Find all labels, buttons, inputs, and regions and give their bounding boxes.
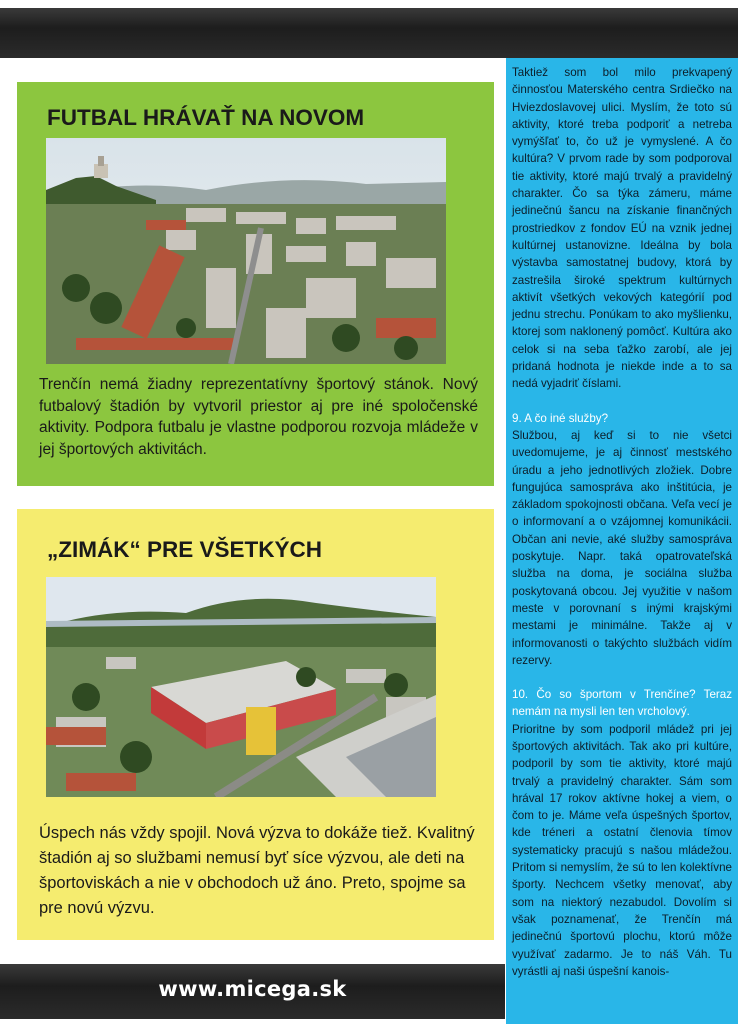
hockey-panel [17,509,494,940]
sidebar-paragraph-sport: Prioritne by som podporil mládež pri jej športových aktivitách. Tak ako pri kultúre, podporil by som tie aktivity, ktoré majú trvalý a pravidelný charakter. Sám som hrával 17 rokov aktívne hokej a viem, o čom to je. Máme veľa úspešných športov, kde tréneri a ostatní členovia tímov systematicky pracujú s našou mládežou. Pritom si nemyslím, že sú to len kolektívne športy. Nechcem všetky menovať, aby som na niektorý nezabudol. Dovolím si však poznamenať, že Trenčín má jedinečnú športovú plochu, ktorú môže využívať zadarmo. Je to náš Váh. Tu vyrástli aj naši úspešní kanois- [512,722,732,978]
football-heading: FUTBAL HRÁVAŤ NA NOVOM [47,105,365,130]
arena-aerial-photo [46,577,436,797]
sidebar-paragraph-culture: Taktiež som bol milo prekvapený činnosťou Materského centra Srdiečko na Hviezdoslavovej ulici. Myslím, že toto sú aktivity, ktoré treba podporiť a netreba vymýšľať to, čo už je vymyslené. A čo kultúra? V prvom rade by som podporoval tie aktivity, ktoré majú trvalý a pravidelný charakter. Čo sa týka zámeru, máme jedinečnú šancu na získanie finančných prostriedkov z fondov EÚ na vznik jednej kultúrnej ustanovizne. Ideálna by bola výstavba samostatnej budovy, ktorá by zastrešila široké spektrum kultúrnych aktivít všetkých vekových kategórií pod jednu strechu. Ponúkam to ako myšlienku, ktorej som naklonený pomôcť. Kultúra ako celok si na seba ťažko zarobí, ale jej pridaná hodnota je niekde inde a to sa nedá vyjadriť číslami. [512,66,732,391]
town-aerial-illustration [46,138,446,364]
hockey-heading: „ZIMÁK“ PRE VŠETKÝCH [47,537,323,562]
arena-aerial-illustration [46,577,436,797]
football-paragraph: Trenčín nemá žiadny reprezentatívny športový stánok. Nový futbalový štadión by vytvoril priestor aj pre iné spoločenské aktivity. Podpora futbalu je vlastne podporou rozvoja mládeže v jej športových aktivitách. [39,376,478,458]
hockey-paragraph: Úspech nás vždy spojil. Nová výzva to dokáže tiež. Kvalitný štadión aj so službami nemusí byť síce výzvou, ale deti na športoviskách a nie v obchodoch už áno. Preto, spojme sa pre novú výzvu. [39,824,475,917]
footer-url[interactable]: www.micega.sk [158,977,347,1001]
sidebar-paragraph-services: Službou, aj keď si to nie všetci uvedomujeme, je aj činnosť mestského úradu a jeho jednotlivých zložiek. Dobre fungujúca samospráva ako inštitúcia, je základom spokojnosti občana. Veľa vecí je o informovaní a o vzájomnej komunikácii. Občan ani nevie, aké služby samospráva poskytuje. Napr. taká opatrovateľská služba na doma, je sociálna služba poskytovaná obcou. Jej využitie v našom meste v porovnaní s inými krajskými mestami je minimálne. Takže aj v informovanosti o takýchto službách vidím rezervy. [512,428,732,667]
football-panel [17,82,494,486]
interview-sidebar [506,58,738,1024]
top-banner-bar [0,8,738,58]
question-10: 10. Čo so športom v Trenčíne? Teraz nemám na mysli len ten vrcholový. [512,688,732,719]
town-aerial-photo [46,138,446,364]
question-9: 9. A čo iné služby? [512,411,609,425]
